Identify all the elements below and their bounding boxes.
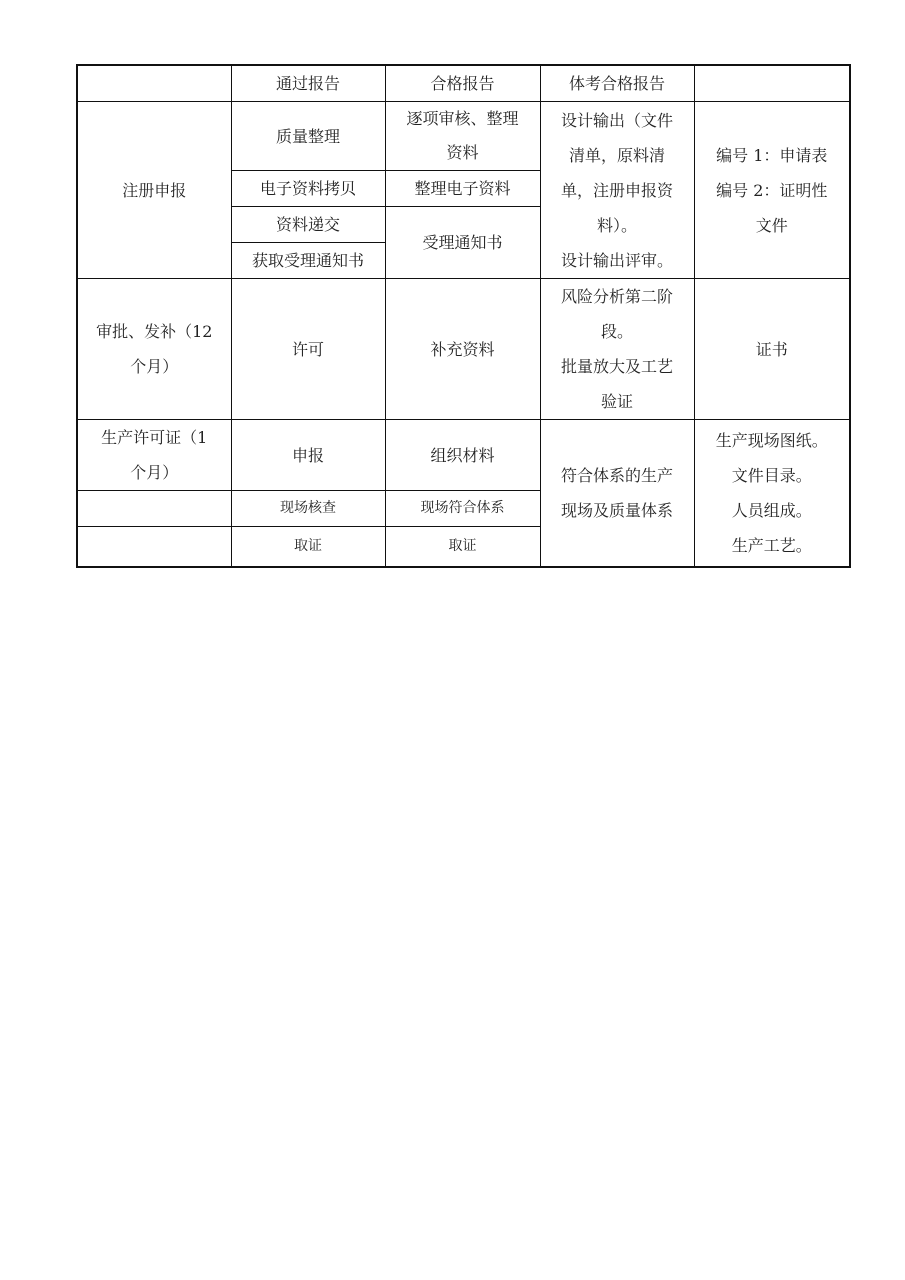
table-row: [77, 420, 850, 491]
header-qualified-report: 合格报告: [385, 65, 540, 102]
cell-line: 风险分析第二阶: [560, 287, 673, 306]
cell-line: 现场及质量体系: [560, 500, 673, 520]
table-header-row: [77, 65, 850, 102]
cell-line: 生产现场图纸。: [715, 430, 828, 450]
cell-line: 文件: [755, 215, 788, 235]
license-extra-requirements: [694, 420, 850, 567]
registration-qualified-electronic: 整理电子资料: [385, 171, 540, 207]
cell-line: 资料: [446, 143, 479, 162]
header-cell-blank-right: [694, 65, 850, 102]
cell-line: 验证: [600, 392, 633, 411]
cell-line: 审批、发补（12: [96, 322, 213, 341]
cell-line: 生产许可证（1: [101, 428, 208, 447]
header-pass-report: 通过报告: [231, 65, 385, 102]
table-row: [77, 102, 850, 171]
registration-extra-numbering: [694, 102, 850, 279]
cell-line: 个月）: [130, 357, 179, 376]
approval-extra-certificate: 证书: [694, 279, 850, 420]
cell-line: 文件目录。: [731, 465, 812, 485]
license-pass-obtain-certificate: 取证: [231, 527, 385, 567]
license-pass-declare: 申报: [231, 420, 385, 491]
cell-line: 人员组成。: [731, 500, 812, 520]
registration-pass-acceptance-notice: 获取受理通知书: [231, 243, 385, 279]
header-exam-qualified-report: 体考合格报告: [540, 65, 694, 102]
section-label-license: [77, 420, 231, 491]
approval-pass-permit: 许可: [231, 279, 385, 420]
section-label-approval: [77, 279, 231, 420]
cell-line: 批量放大及工艺: [560, 357, 673, 376]
license-qualified-obtain-certificate: 取证: [385, 527, 540, 567]
section-label-registration: 注册申报: [77, 102, 231, 279]
cell-line: 单，注册申报资: [560, 180, 673, 200]
registration-process-table: [76, 64, 851, 568]
cell-line: 设计输出（文件: [560, 110, 673, 130]
license-label-blank: [77, 527, 231, 567]
cell-line: 生产工艺。: [731, 535, 812, 555]
license-pass-site-inspection: 现场核查: [231, 491, 385, 527]
cell-line: 设计输出评审。: [560, 250, 673, 270]
header-cell-blank-left: [77, 65, 231, 102]
approval-qualified-supplement: 补充资料: [385, 279, 540, 420]
registration-pass-submission: 资料递交: [231, 207, 385, 243]
registration-pass-quality-sorting: 质量整理: [231, 102, 385, 171]
cell-line: 逐项审核、整理: [406, 109, 519, 128]
cell-line: 个月）: [130, 463, 179, 482]
cell-line: 符合体系的生产: [560, 465, 673, 485]
registration-exam-design-output: [540, 102, 694, 279]
cell-line: 编号 2：证明性: [716, 180, 828, 200]
cell-line: 段。: [600, 322, 633, 341]
license-exam-conforming-system: [540, 420, 694, 567]
table-row: [77, 279, 850, 420]
license-qualified-site-conformity: 现场符合体系: [385, 491, 540, 527]
cell-line: 编号 1：申请表: [716, 145, 828, 165]
license-label-blank: [77, 491, 231, 527]
registration-qualified-notice: 受理通知书: [385, 207, 540, 279]
license-qualified-organize-materials: 组织材料: [385, 420, 540, 491]
registration-pass-electronic-copy: 电子资料拷贝: [231, 171, 385, 207]
cell-line: 料）。: [596, 215, 637, 235]
approval-exam-risk-analysis: [540, 279, 694, 420]
registration-qualified-review: [385, 102, 540, 171]
cell-line: 清单，原料清: [568, 145, 665, 165]
